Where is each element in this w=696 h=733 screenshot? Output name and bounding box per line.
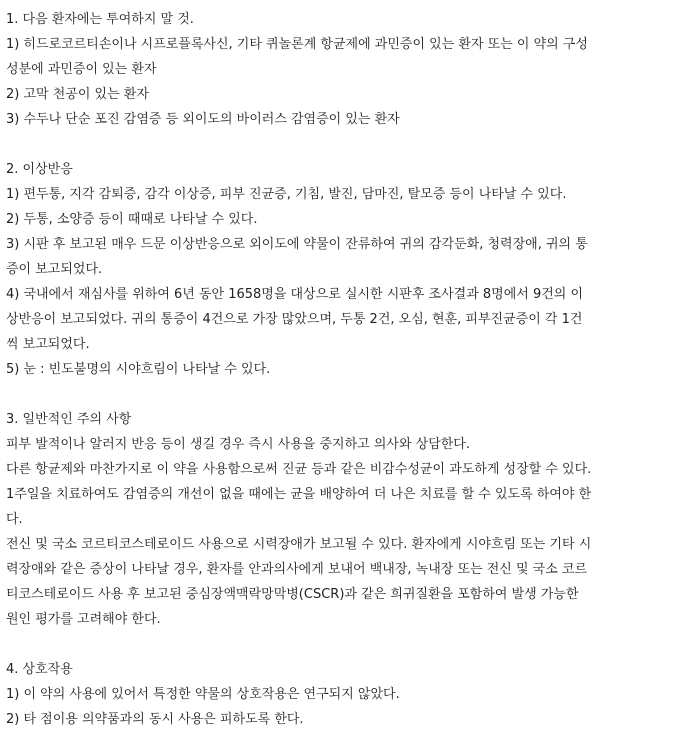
text-line: 2) 타 점이용 의약품과의 동시 사용은 피하도록 한다.	[6, 712, 304, 727]
text-line: 증이 보고되었다.	[6, 262, 103, 277]
text-line: 3) 수두나 단순 포진 감염증 등 외이도의 바이러스 감염증이 있는 환자	[6, 112, 400, 127]
section-heading: 3. 일반적인 주의 사항	[6, 412, 132, 427]
text-line: 1) 이 약의 사용에 있어서 특정한 약물의 상호작용은 연구되지 않았다.	[6, 687, 400, 702]
paragraph-spacer	[6, 382, 690, 407]
text-line: 1) 편두통, 지각 감퇴증, 감각 이상증, 피부 진균증, 기침, 발진, 담마진, 탈모증 등이 나타날 수 있다.	[6, 187, 567, 202]
text-line: 다.	[6, 512, 23, 527]
paragraph-spacer	[6, 132, 690, 157]
drug-precautions-document	[6, 7, 690, 732]
section-general-precautions	[6, 407, 690, 632]
text-line: 피부 발적이나 알러지 반응 등이 생길 경우 즉시 사용을 중지하고 의사와 상담한다.	[6, 437, 471, 452]
section-heading: 1. 다음 환자에는 투여하지 말 것.	[6, 12, 194, 27]
text-line: 5) 눈 : 빈도불명의 시야흐림이 나타날 수 있다.	[6, 362, 271, 377]
text-line: 1) 히드로코르티손이나 시프로플록사신, 기타 퀴놀론계 항균제에 과민증이 있는 환자 또는 이 약의 구성	[6, 37, 588, 52]
text-line: 2) 두통, 소양증 등이 때때로 나타날 수 있다.	[6, 212, 258, 227]
text-line: 원인 평가를 고려해야 한다.	[6, 612, 161, 627]
section-interactions	[6, 657, 690, 732]
text-line: 전신 및 국소 코르티코스테로이드 사용으로 시력장애가 보고될 수 있다. 환자에게 시야흐림 또는 기타 시	[6, 537, 592, 552]
text-line: 성분에 과민증이 있는 환자	[6, 62, 157, 77]
text-line: 씩 보고되었다.	[6, 337, 90, 352]
paragraph-spacer	[6, 632, 690, 657]
text-line: 1주일을 치료하여도 감염증의 개선이 없을 때에는 균을 배양하여 더 나은 치료를 할 수 있도록 하여야 한	[6, 487, 592, 502]
section-adverse-reactions	[6, 157, 690, 382]
text-line: 력장애와 같은 증상이 나타날 경우, 환자를 안과의사에게 보내어 백내장, 녹내장 또는 전신 및 국소 코르	[6, 562, 587, 577]
text-line: 다른 항균제와 마찬가지로 이 약을 사용함으로써 진균 등과 같은 비감수성균이 과도하게 성장할 수 있다.	[6, 462, 592, 477]
text-line: 상반응이 보고되었다. 귀의 통증이 4건으로 가장 많았으며, 두통 2건, 오심, 현훈, 피부진균증이 각 1건	[6, 312, 583, 327]
section-heading: 2. 이상반응	[6, 162, 73, 177]
text-line: 4) 국내에서 재심사를 위하여 6년 동안 1658명을 대상으로 실시한 시판후 조사결과 8명에서 9건의 이	[6, 287, 584, 302]
section-heading: 4. 상호작용	[6, 662, 73, 677]
section-contraindications	[6, 7, 690, 132]
text-line: 3) 시판 후 보고된 매우 드문 이상반응으로 외이도에 약물이 잔류하여 귀의 감각둔화, 청력장애, 귀의 통	[6, 237, 588, 252]
text-line: 2) 고막 천공이 있는 환자	[6, 87, 149, 102]
text-line: 티코스테로이드 사용 후 보고된 중심장액맥락망막병(CSCR)과 같은 희귀질환을 포함하여 발생 가능한	[6, 587, 579, 602]
